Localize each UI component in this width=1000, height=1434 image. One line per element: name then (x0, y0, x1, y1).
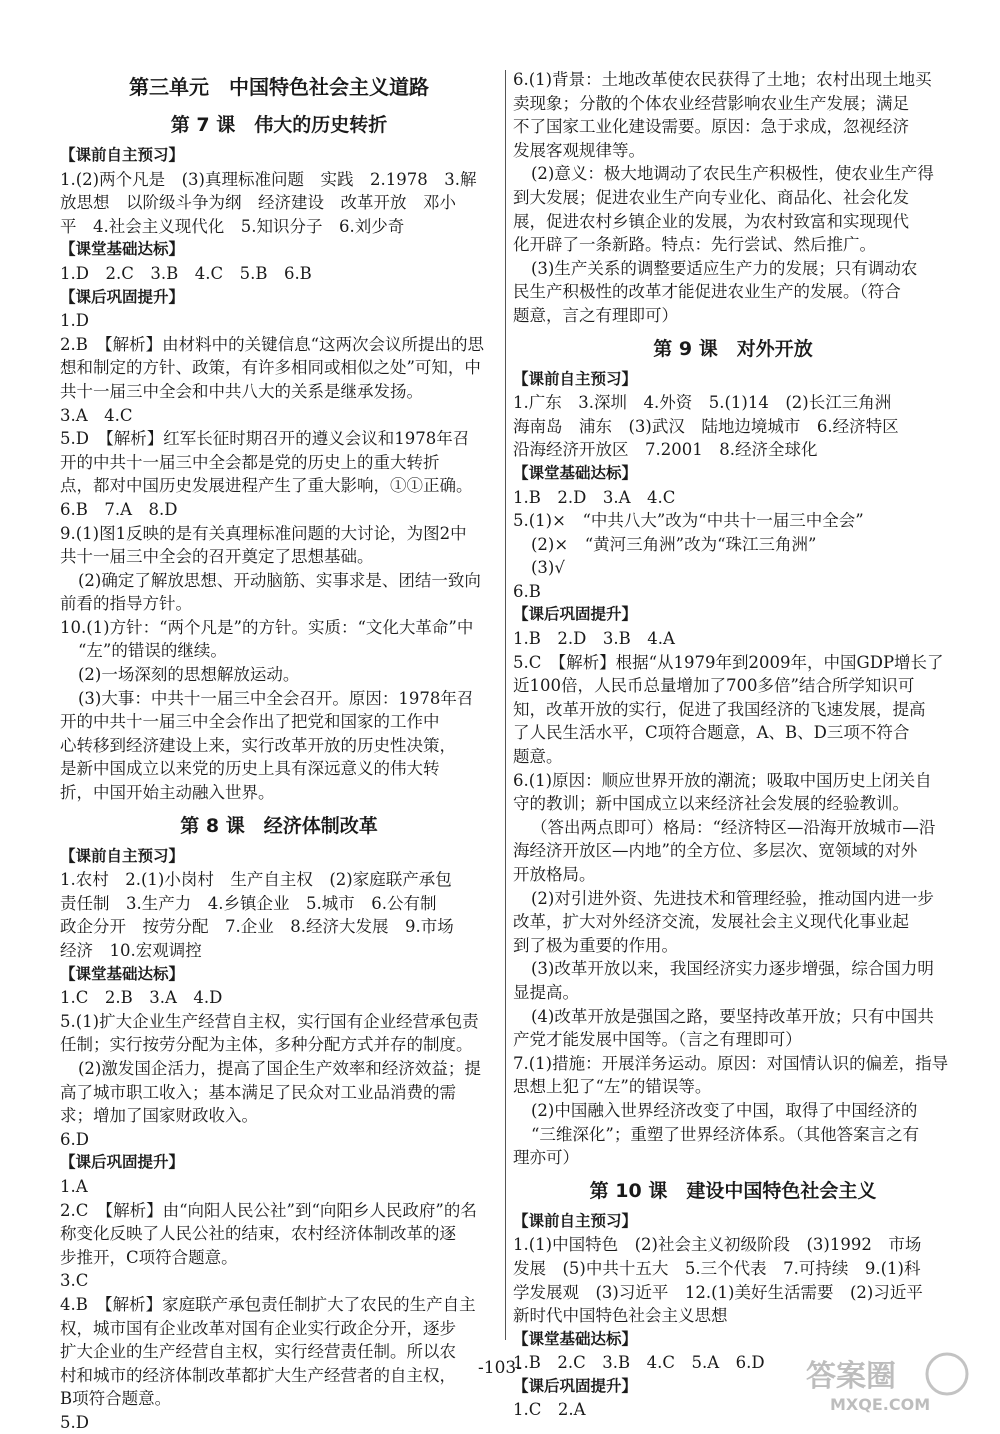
text-line: 是新中国成立以来党的历史上具有深远意义的伟大转 (60, 759, 440, 779)
text-line: (4)改革开放是强国之路，要坚持改革开放；只有中国共 (531, 1006, 934, 1026)
text-line: 6.(1)背景：土地改革使农民获得了土地；农村出现土地买 (513, 70, 932, 89)
text-line: 1.D 2.C 3.B 4.C 5.B 6.B (60, 263, 312, 283)
text-line: “三维深化”；重塑了世界经济体系。（其他答案言之有 (531, 1124, 920, 1144)
text-line: 高了城市职工收入；基本满足了民众对工业品消费的需 (60, 1082, 456, 1102)
text-line: 1.B 2.C 3.B 4.C 5.A 6.D (513, 1353, 765, 1373)
text-line: 卖现象；分散的个体农业经营影响农业生产发展；满足 (513, 93, 909, 113)
text-line: 1.农村 2.(1)小岗村 生产自主权 (2)家庭联产承包 (60, 870, 452, 890)
lesson-8-title: 第 8 课 经济体制改革 (180, 814, 378, 837)
text-line: 不了国家工业化建设需要。原因：急于求成，忽视经济 (513, 117, 909, 137)
text-line: 10.(1)方针：“两个凡是”的方针。实质：“文化大革命”中 (60, 617, 474, 637)
lesson-7-preview-head: 【课前自主预习】 (60, 146, 185, 164)
unit-title: 第三单元 中国特色社会主义道路 (129, 75, 429, 99)
text-line: 海经济开放区—内地”的全方位、多层次、宽领域的对外 (513, 841, 918, 861)
text-line: 1.(1)中国特色 (2)社会主义初级阶段 (3)1992 市场 (513, 1235, 922, 1255)
text-line: (2)意义：极大地调动了农民生产积极性，使农业生产得 (531, 164, 934, 184)
column-divider (505, 70, 506, 1340)
text-line: (2)确定了解放思想、开动脑筋、实事求是、团结一致向 (78, 570, 481, 590)
text-line: 沿海经济开放区 7.2001 8.经济全球化 (513, 440, 818, 460)
lesson-10-class-head: 【课堂基础达标】 (513, 1329, 638, 1348)
text-line: 知，改革开放的实行，促进了我国经济的飞速发展，提高 (513, 699, 926, 719)
text-line: 7.(1)措施：开展洋务运动。原因：对国情认识的偏差，指导 (513, 1053, 949, 1073)
text-line: (3)√ (531, 558, 565, 578)
watermark-logo (802, 1350, 972, 1416)
text-line: 2.C 【解析】由“向阳人民公社”到“向阳乡人民政府”的名 (60, 1200, 477, 1220)
text-line: 2.B 【解析】由材料中的关键信息“这两次会议所提出的思 (60, 334, 485, 354)
text-line: 5.(1)× “中共八大”改为“中共十一届三中全会” (513, 511, 864, 531)
text-line: 村和城市的经济体制改革都扩大生产经营者的自主权， (60, 1365, 456, 1385)
text-line: (2)× “黄河三角洲”改为“珠江三角洲” (531, 534, 817, 554)
text-line: 6.B (513, 581, 541, 601)
text-line: 4.B 【解析】家庭联产承包责任制扩大了农民的生产自主 (60, 1294, 476, 1314)
text-line: 产党才能发展中国等。（言之有理即可） (513, 1030, 802, 1050)
lesson-10-title: 第 10 课 建设中国特色社会主义 (589, 1179, 877, 1202)
lesson-9-after-head: 【课后巩固提升】 (513, 605, 638, 624)
text-line: (2)中国融入世界经济改变了中国，取得了中国经济的 (531, 1100, 918, 1120)
text-line: 扩大企业的生产经营自主权，实行经营责任制。所以农 (60, 1342, 456, 1362)
text-line: “左”的错误的继续。 (78, 641, 227, 661)
lesson-9-after (513, 627, 953, 1170)
text-line: 到了极为重要的作用。 (513, 935, 678, 955)
text-line: 发展客观规律等。 (513, 140, 645, 160)
text-line: 展，促进农村乡镇企业的发展，为农村致富和实现现代 (513, 211, 909, 231)
text-line: (2)一场深刻的思想解放运动。 (78, 665, 300, 685)
text-line: (3)生产关系的调整要适应生产力的发展；只有调动农 (531, 258, 918, 278)
text-line: 了人民生活水平，C项符合题意，A、B、D三项不符合 (513, 723, 910, 743)
text-line: 6.(1)原因：顺应世界开放的潮流；吸取中国历史上闭关自 (513, 770, 932, 790)
text-line: 3.A 4.C (60, 405, 133, 425)
text-line: 改革，扩大对外经济交流，发展社会主义现代化事业起 (513, 912, 909, 932)
lesson-8-continued (513, 68, 953, 328)
text-line: 1.C 2.A (513, 1400, 586, 1420)
text-line: 1.C 2.B 3.A 4.D (60, 988, 223, 1008)
text-line: 点，都对中国历史发展进程产生了重大影响，①①正确。 (60, 476, 473, 496)
text-line: B项符合题意。 (60, 1389, 172, 1409)
text-line: 共十一届三中全会的召开奠定了思想基础。 (60, 547, 374, 567)
text-line: 1.B 2.D 3.A 4.C (513, 487, 676, 507)
text-line: 题意，言之有理即可） (513, 305, 678, 325)
text-line: （答出两点即可）格局：“经济特区—沿海开放城市—沿 (531, 817, 936, 837)
text-line: 显提高。 (513, 982, 579, 1002)
lesson-8-preview (60, 868, 498, 962)
lesson-10-after-head: 【课后巩固提升】 (513, 1376, 638, 1395)
text-line: (2)激发国企活力，提高了国企生产效率和经济效益；提 (78, 1058, 481, 1078)
text-line: 放思想 以阶级斗争为纲 经济建设 改革开放 邓小 (60, 193, 456, 213)
text-line: 称变化反映了人民公社的结束，农村经济体制改革的逐 (60, 1224, 456, 1244)
text-line: 共十一届三中全会和中共八大的关系是继承发扬。 (60, 381, 423, 401)
lesson-7-class (60, 262, 498, 286)
text-line: 1.(2)两个凡是 (3)真理标准问题 实践 2.1978 3.解 (60, 169, 477, 189)
lesson-9-class (513, 486, 953, 604)
text-line: 心转移到经济建设上来，实行改革开放的历史性决策， (60, 735, 456, 755)
lesson-8-preview-head: 【课前自主预习】 (60, 846, 185, 865)
lesson-10-preview (513, 1233, 953, 1327)
text-line: 守的教训；新中国成立以来经济社会发展的经验教训。 (513, 794, 909, 814)
text-line: 民生产积极性的改革才能促进农业生产的发展。（符合 (513, 282, 901, 302)
text-line: 近100倍，人民币总量增加了700多倍”结合所学知识可 (513, 676, 915, 696)
text-line: 权，城市国有企业改革对国有企业实行政企分开，逐步 (60, 1318, 456, 1338)
text-line: 1.广东 3.深圳 4.外资 5.(1)14 (2)长江三角洲 (513, 393, 892, 413)
text-line: 9.(1)图1反映的是有关真理标准问题的大讨论，为图2中 (60, 523, 467, 543)
text-line: 开的中共十一届三中全会作出了把党和国家的工作中 (60, 712, 440, 732)
text-line: 思想上犯了“左”的错误等。 (513, 1077, 712, 1097)
lesson-7-class-head: 【课堂基础达标】 (60, 240, 185, 259)
text-line: 经济 10.宏观调控 (60, 941, 202, 960)
text-line: 步推开，C项符合题意。 (60, 1247, 238, 1267)
text-line: 发展 (5)中共十五大 5.三个代表 7.可持续 9.(1)科 (513, 1258, 921, 1278)
text-line: 海南岛 浦东 (3)武汉 陆地边境城市 6.经济特区 (513, 416, 899, 436)
text-line: 1.D (60, 311, 89, 331)
text-line: 5.D 【解析】红军长征时期召开的遵义会议和1978年召 (60, 429, 470, 449)
text-line: 折，中国开始主动融入世界。 (60, 783, 275, 803)
lesson-7-title: 第 7 课 伟大的历史转折 (170, 114, 388, 136)
lesson-8-class (60, 986, 498, 1151)
text-line: 到大发展；促进农业生产向专业化、商品化、社会化发 (513, 187, 909, 207)
text-line: 题意。 (513, 747, 563, 767)
lesson-8-class-head: 【课堂基础达标】 (60, 964, 185, 983)
watermark-text: 答案圈 (806, 1359, 896, 1394)
left-column (60, 68, 498, 1434)
right-column (513, 68, 953, 1422)
text-line: 5.(1)扩大企业生产经营自主权，实行国有企业经营承包责 (60, 1011, 479, 1031)
text-line: 任制；实行按劳分配为主体，多种分配方式并存的制度。 (60, 1035, 473, 1055)
lesson-7-after (60, 309, 498, 804)
text-line: 开的中共十一届三中全会都是党的历史上的重大转折 (60, 452, 440, 472)
lesson-10-preview-head: 【课前自主预习】 (513, 1211, 638, 1230)
lesson-7-after-head: 【课后巩固提升】 (60, 287, 185, 306)
text-line: 求；增加了国家财政收入。 (60, 1106, 258, 1126)
text-line: (2)对引进外资、先进技术和管理经验，推动国内进一步 (531, 888, 934, 908)
text-line: 1.B 2.D 3.B 4.A (513, 629, 675, 649)
text-line: 新时代中国特色社会主义思想 (513, 1306, 728, 1326)
lesson-8-after (60, 1175, 498, 1434)
lesson-9-preview-head: 【课前自主预习】 (513, 369, 638, 388)
text-line: 5.D (60, 1412, 89, 1432)
text-line: 责任制 3.生产力 4.乡镇企业 5.城市 6.公有制 (60, 893, 437, 913)
text-line: 理亦可） (513, 1148, 579, 1168)
lesson-9-class-head: 【课堂基础达标】 (513, 463, 638, 482)
text-line: 平 4.社会主义现代化 5.知识分子 6.刘少奇 (60, 216, 405, 236)
text-line: 想和制定的方针、政策，有许多相同或相似之处”可知，中 (60, 358, 481, 378)
lesson-9-title: 第 9 课 对外开放 (653, 337, 813, 360)
text-line: 学发展观 (3)习近平 12.(1)美好生活需要 (2)习近平 (513, 1282, 923, 1302)
lesson-7-preview (60, 168, 498, 239)
text-line: 1.A (60, 1176, 88, 1196)
text-line: 前看的指导方针。 (60, 594, 192, 614)
page-number: -103- (478, 1358, 522, 1378)
text-line: 化开辟了一条新路。特点：先行尝试、然后推广。 (513, 235, 876, 255)
text-line: 5.C 【解析】根据“从1979年到2009年，中国GDP增长了 (513, 652, 944, 672)
text-line: 6.B 7.A 8.D (60, 499, 178, 519)
lesson-9-preview (513, 391, 953, 462)
watermark-sub: MXQE.COM (830, 1395, 931, 1414)
text-line: (3)大事：中共十一届三中全会召开。原因：1978年召 (78, 688, 474, 708)
lesson-8-after-head: 【课后巩固提升】 (60, 1153, 185, 1172)
text-line: 政企分开 按劳分配 7.企业 8.经济大发展 9.市场 (60, 917, 454, 937)
text-line: (3)改革开放以来，我国经济实力逐步增强，综合国力明 (531, 959, 934, 979)
text-line: 6.D (60, 1129, 89, 1149)
text-line: 3.C (60, 1271, 89, 1291)
text-line: 开放格局。 (513, 865, 596, 884)
